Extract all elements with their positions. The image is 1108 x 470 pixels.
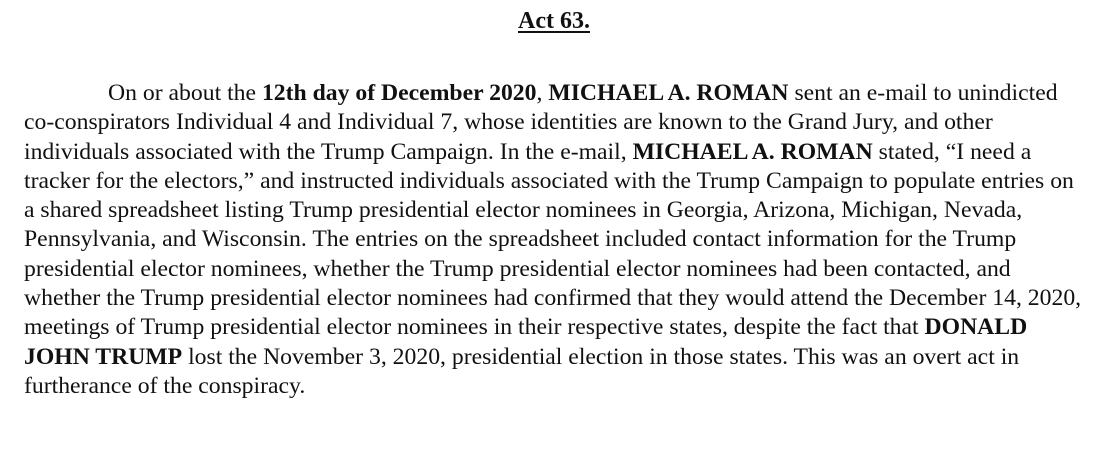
text-run: lost the November 3, 2020, presidential election in those states. This was an overt act in furtherance of the conspiracy. [24,343,1020,399]
section-heading: Act 63. [518,8,590,34]
defendant-name: DONALD JOHN TRUMP [24,314,1028,370]
date-emphasis: 12th day of December 2020 [261,80,537,106]
text-run: sent an e-mail to unindicted co-conspirators Individual 4 and Individual 7, whose identities are known to the Grand Jury, and other individuals associated with the Trump Campaign. In the e-mail, [24,80,1058,165]
defendant-name: MICHAEL A. ROMAN [632,138,873,165]
body-paragraph [24,79,1084,401]
text-run: stated, “I need a tracker for the electors,” and instructed individuals associated with the Trump Campaign to populate entries on a shared spreadsheet listing Trump presidential elector nominees in Georgia, Arizona, Michigan, Nevada, Pennsylvania, and Wisconsin. The entries on the spreadsheet included contact information for the Trump presidential elector nominees, whether the Trump presidential elector nominees had been contacted, and whether the Trump presidential elector nominees had confirmed that they would attend the December 14, 2020, meetings of Trump presidential elector nominees in their respective states, despite the fact that [24,138,1082,341]
text-run: , [536,80,549,106]
text-run: On or about the [108,80,262,106]
defendant-name: MICHAEL A. ROMAN [548,80,789,106]
